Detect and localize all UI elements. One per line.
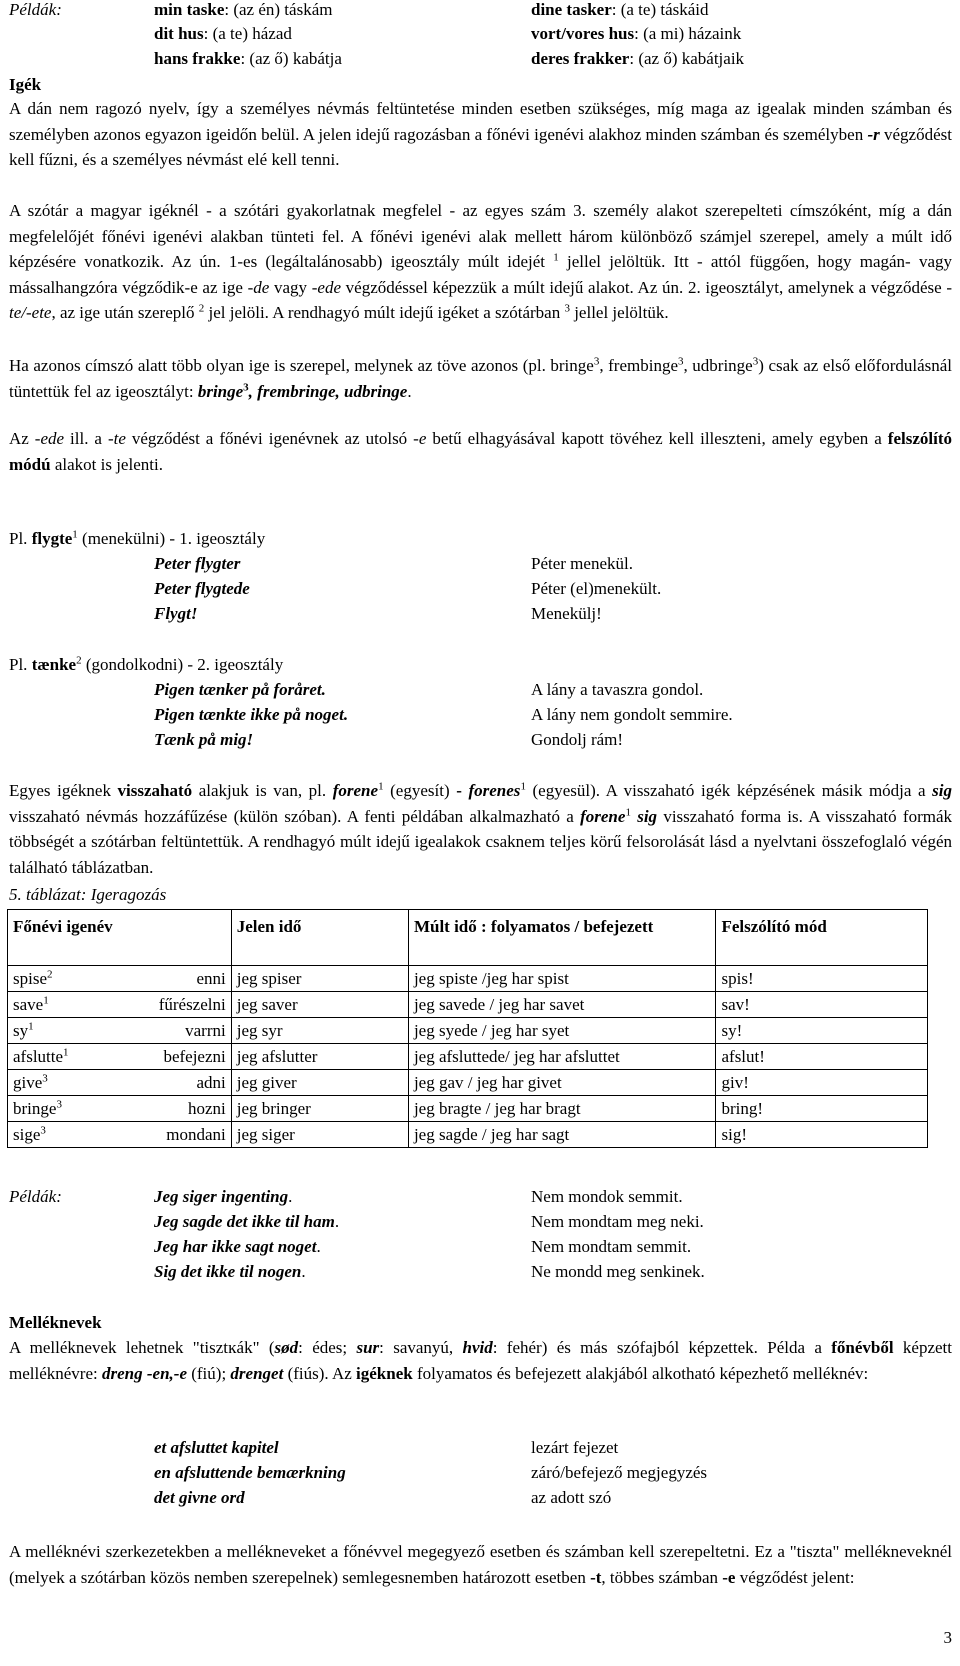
cell-imperative: afslut! bbox=[716, 1044, 928, 1070]
header-present: Jelen idő bbox=[231, 910, 408, 966]
adjectives-hu-3: az adott szó bbox=[531, 1488, 612, 1507]
cell-past: jeg bragte / jeg har bragt bbox=[408, 1096, 716, 1122]
cell-imperative: sav! bbox=[716, 992, 928, 1018]
cell-past: jeg savede / jeg har savet bbox=[408, 992, 716, 1018]
top-examples-label: Példák: bbox=[9, 0, 62, 19]
cell-past: jeg sagde / jeg har sagt bbox=[408, 1122, 716, 1148]
verbs-paragraph-2: A szótár a magyar igéknél - a szótári gyakorlatnak megfelel - az egyes szám 3. személy alakot szerepelteti címszóként, míg a dán megfelelőjét főnévi igenévi alakban tünteti fel. A főnévi igenévi alak mellett három különböző számjel szerepel, amely a múlt idő képzésére vonatkozik. Az ún. 1-es (legáltalánosabb) igeosztály múlt idejét $^1$ jellel jelöltük. Itt - attól függően, hogy magán- vagy mássalhangzóra végződik-e az ige -de vagy -ede végződéssel képezzük a múlt idejű alakot. Az ún. 2. igeosztályt, amelynek a végződése -te/-ete, az ige után szereplő $^2$ jel jelöli. A rendhagyó múlt idejű igéket a szótárban $^3$ jellel jelöltük. bbox=[9, 201, 953, 322]
cell-present: jeg giver bbox=[231, 1070, 408, 1096]
adjectives-paragraph-1: A melléknevek lehetnek "tisztĸák" (sød: édes; sur: savanyú, hvid: fehér) és más szófajból képzettek. Példa a főnévből képzett melléknévre: dreng -en,-e (fiú); drenget (fiús). Az igéknek folyamatos és befejezett alakjából alkotható képezhető melléknév: bbox=[9, 1338, 952, 1383]
example2-hu-1: A lány a tavaszra gondol. bbox=[531, 680, 704, 699]
table-row bbox=[8, 1096, 928, 1122]
cell-imperative: sig! bbox=[716, 1122, 928, 1148]
cell-past: jeg spiste /jeg har spist bbox=[408, 966, 716, 992]
table-row bbox=[8, 1044, 928, 1070]
cell-present: jeg saver bbox=[231, 992, 408, 1018]
top-example-left-2: dit hus: (a te) házad bbox=[154, 24, 292, 43]
verbs-paragraph-4: Az -ede ill. a -te végződést a főnévi igenévnek az utolsó -e betű elhagyásával kapott tövéhez kell illeszteni, amely egyben a felszólító módú alakot is jelenti. bbox=[9, 429, 952, 474]
cell-infinitive: spise$^2$ enni bbox=[8, 966, 232, 992]
example1-da-3: Flygt! bbox=[154, 604, 198, 623]
examples3-da-2: Jeg sagde det ikke til ham. bbox=[154, 1212, 340, 1231]
example1-da-2: Peter flygtede bbox=[154, 579, 250, 598]
table-row bbox=[8, 966, 928, 992]
cell-infinitive: afslutte$^1$ befejezni bbox=[8, 1044, 232, 1070]
examples3-label: Példák: bbox=[9, 1187, 62, 1206]
example2-intro: Pl. tænke$^2$ (gondolkodni) - 2. igeosztály bbox=[9, 654, 284, 674]
cell-infinitive: $sy^1$ varrni bbox=[8, 1018, 232, 1044]
example1-hu-2: Péter (el)menekült. bbox=[531, 579, 662, 598]
header-past: Múlt idő : folyamatos / befejezett bbox=[408, 910, 716, 966]
table-row bbox=[8, 1122, 928, 1148]
example2-hu-2: A lány nem gondolt semmire. bbox=[531, 705, 733, 724]
header-imperative: Felszólító mód bbox=[716, 910, 928, 966]
verbs-heading: Igék bbox=[9, 75, 42, 94]
example2-da-2: Pigen tænkte ikke på noget. bbox=[154, 705, 349, 724]
top-example-left-3: hans frakke: (az ő) kabátja bbox=[154, 49, 342, 68]
cell-present: jeg afslutter bbox=[231, 1044, 408, 1070]
examples3-hu-3: Nem mondtam semmit. bbox=[531, 1237, 692, 1256]
adjectives-da-2: en afsluttende bemærkning bbox=[154, 1463, 346, 1482]
example1-hu-3: Menekülj! bbox=[531, 604, 602, 623]
examples3-hu-4: Ne mondd meg senkinek. bbox=[531, 1262, 705, 1281]
adjectives-da-3: det givne ord bbox=[154, 1488, 245, 1507]
verbs-paragraph-3: Ha azonos címszó alatt több olyan ige is szerepel, melynek az töve azonos (pl. bringe$^3$, frembinge$^3$, udbringe$^3$) csak az első előfordulásnál tüntettük fel az igeosztályt: bringe$^3$, frembringe, udbringe. bbox=[9, 355, 953, 401]
table-header-row bbox=[8, 910, 928, 966]
cell-imperative: sy! bbox=[716, 1018, 928, 1044]
cell-imperative: spis! bbox=[716, 966, 928, 992]
top-example-right-1: dine tasker: (a te) táskáid bbox=[531, 0, 709, 19]
cell-present: jeg syr bbox=[231, 1018, 408, 1044]
examples3-da-1: Jeg siger ingenting. bbox=[154, 1187, 293, 1206]
cell-infinitive: give$^3$ adni bbox=[8, 1070, 232, 1096]
example2-da-1: Pigen tænker på foråret. bbox=[154, 680, 326, 699]
table-row bbox=[8, 1018, 928, 1044]
table-caption: 5. táblázat: Igeragozás bbox=[9, 885, 167, 904]
top-example-left-1: min taske: (az én) táskám bbox=[154, 0, 333, 19]
table-row bbox=[8, 1070, 928, 1096]
cell-imperative: giv! bbox=[716, 1070, 928, 1096]
examples3-hu-2: Nem mondtam meg neki. bbox=[531, 1212, 704, 1231]
conjugation-table bbox=[7, 909, 928, 1148]
examples3-da-4: Sig det ikke til nogen. bbox=[154, 1262, 306, 1281]
cell-imperative: bring! bbox=[716, 1096, 928, 1122]
top-example-right-3: deres frakker: (az ő) kabátjaik bbox=[531, 49, 745, 68]
example2-da-3: Tænk på mig! bbox=[154, 730, 254, 749]
verbs-paragraph-1: A dán nem ragozó nyelv, így a személyes névmás feltüntetése minden esetben szükséges, míg maga az igealak minden számban és személyben azonos egyazon igeidőn belül. A jelen idejű ragozásban a főnévi igenévi alakhoz minden számban és személyben -r végződést kell fűzni, és a személyes névmást elé kell tenni. bbox=[9, 99, 952, 169]
cell-present: jeg siger bbox=[231, 1122, 408, 1148]
example2-hu-3: Gondolj rám! bbox=[531, 730, 624, 749]
adjectives-heading: Melléknevek bbox=[9, 1313, 102, 1332]
cell-infinitive: bringe$^3$ hozni bbox=[8, 1096, 232, 1122]
example1-da-1: Peter flygter bbox=[154, 554, 241, 573]
table-row bbox=[8, 992, 928, 1018]
cell-infinitive: save$^1$ fűrészelni bbox=[8, 992, 232, 1018]
adjectives-hu-2: záró/befejező megjegyzés bbox=[531, 1463, 708, 1482]
cell-present: jeg bringer bbox=[231, 1096, 408, 1122]
cell-past: jeg syede / jeg har syet bbox=[408, 1018, 716, 1044]
adjectives-da-1: et afsluttet kapitel bbox=[154, 1438, 279, 1457]
cell-present: jeg spiser bbox=[231, 966, 408, 992]
top-example-right-2: vort/vores hus: (a mi) házaink bbox=[531, 24, 742, 43]
examples3-da-3: Jeg har ikke sagt noget. bbox=[154, 1237, 321, 1256]
page-number: 3 bbox=[943, 1628, 952, 1647]
cell-infinitive: sige$^3$ mondani bbox=[8, 1122, 232, 1148]
adjectives-paragraph-2: A melléknévi szerkezetekben a mellékneveket a főnévvel megegyező esetben és számban kell szerepeltetni. Ez a "tiszta" mellékneveknél (melyek a szótárban közös nemben szerepelnek) semlegesnemben határozott esetben -t, többes számban -e végződést jelent: bbox=[9, 1542, 952, 1587]
cell-past: jeg afsluttede/ jeg har afsluttet bbox=[408, 1044, 716, 1070]
reflexive-paragraph: Egyes igéknek visszaható alakjuk is van, pl. forene$^1$ (egyesít) - forenes$^1$ (egyesül). A visszaható igék képzésének másik módja a sig visszaható névmás hozzáfűzése (külön szóban). A fenti példában alkalmazható a forene$^1$ sig visszaható forma is. A visszaható formák többségét a szótárban feltüntettük. A rendhagyó múlt idejű igealakok csaknem teljes körű felsorolását lásd a nyelvtani összefoglaló végén található táblázatban. bbox=[9, 780, 953, 877]
adjectives-hu-1: lezárt fejezet bbox=[531, 1438, 619, 1457]
cell-past: jeg gav / jeg har givet bbox=[408, 1070, 716, 1096]
header-infinitive: Főnévi igenév bbox=[8, 910, 232, 966]
example1-intro: Pl. flygte$^1$ (menekülni) - 1. igeosztály bbox=[9, 528, 266, 548]
examples3-hu-1: Nem mondok semmit. bbox=[531, 1187, 683, 1206]
example1-hu-1: Péter menekül. bbox=[531, 554, 633, 573]
